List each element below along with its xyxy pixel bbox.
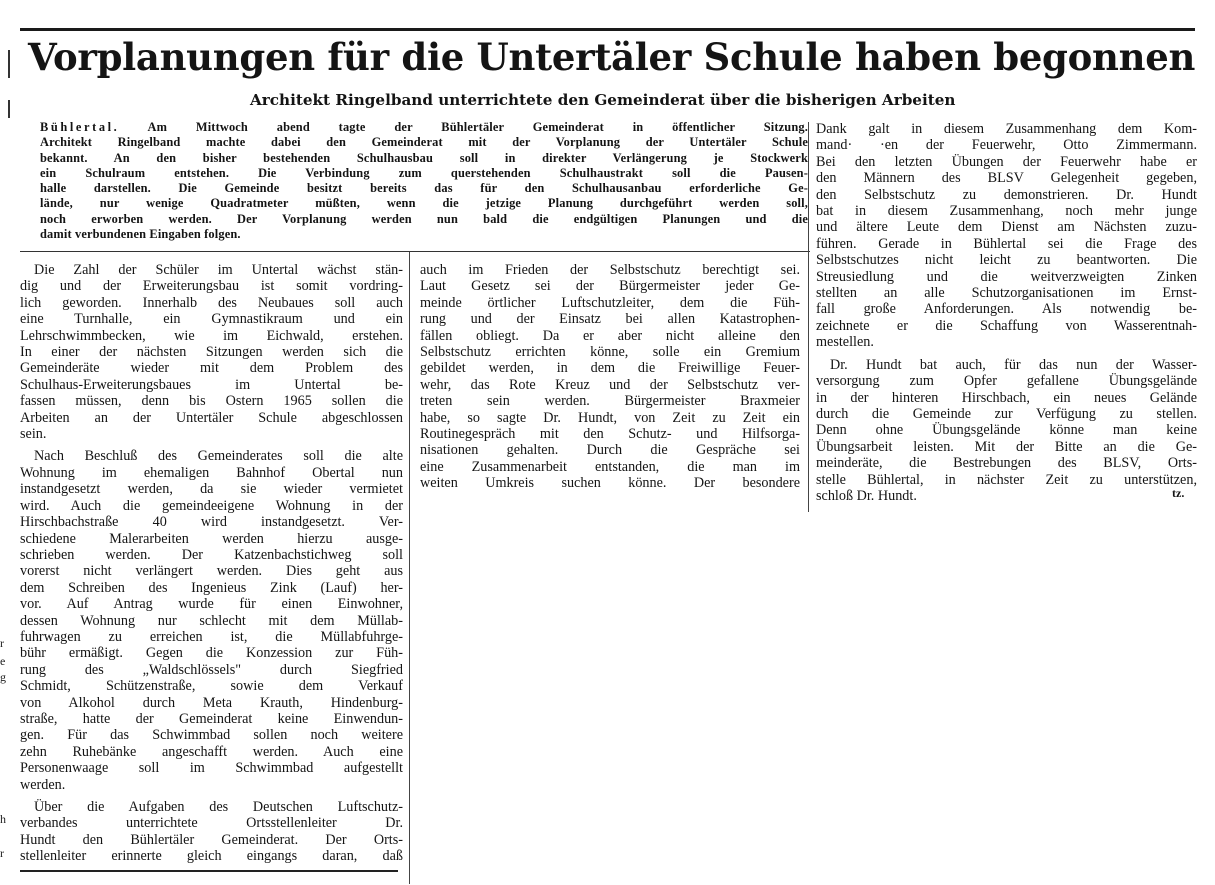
text-line: fällen obliegt. Da er aber nicht alleine den	[420, 327, 800, 344]
text-line: Streusiedlung und die weitverzweigten Zinken	[816, 268, 1197, 285]
intro-line: halle darstellen. Die Gemeinde besitzt bereits das für den Schulhausanbau erforderliche Ge-	[40, 181, 808, 196]
margin-fragment: g	[0, 670, 6, 684]
text-line: Die Zahl der Schüler im Untertal wächst stän-	[34, 262, 403, 278]
text-line: rung und der Einsatz bei allen Katastrophen-	[420, 311, 800, 328]
text-line: versorgung zum Opfer gefallene Übungsgelände	[816, 373, 1197, 390]
text-line: Schulhaus-Erweiterungsbaues im Untertal be-	[20, 376, 403, 393]
text-line: meinde örtlicher Luftschutzleiter, dem die Füh-	[420, 294, 800, 311]
margin-fragment: r	[0, 636, 4, 650]
text-line: wehr, das Rote Kreuz und der Selbstschutz ver-	[420, 376, 800, 393]
column-end-rule	[20, 870, 398, 872]
column-rule	[409, 252, 410, 884]
left-edge-rule	[8, 50, 10, 78]
text-line: Hirschbachstraße 40 wird instandgesetzt. Ver-	[20, 514, 403, 531]
text-line: Dank galt in diesem Zusammenhang dem Kom-	[816, 121, 1197, 137]
margin-fragment: r	[0, 846, 4, 860]
text-line: sein.	[20, 426, 47, 443]
text-line: zehn Ruhebänke angeschafft werden. Auch eine	[20, 743, 403, 760]
intro-line: lände, nur wenige Quadratmeter müßten, wenn die jetzige Planung durchgeführt werden soll,	[40, 196, 808, 211]
text-line: Routinegespräch mit den Schutz- und Hilfsorga-	[420, 426, 800, 443]
text-line: Personenwaage soll im Schwimmbad aufgestellt	[20, 760, 403, 777]
text-line: Selbstschutz errichten könne, solle ein Gremium	[420, 344, 800, 361]
text-line: eine Turnhalle, ein Gymnastikraum und ein	[20, 311, 403, 328]
text-line: durch die Gemeinde zur Verfügung zu stellen.	[816, 405, 1197, 422]
left-edge-rule	[8, 100, 10, 118]
text-line: führen. Gerade in Bühlertal sei die Frage des	[816, 235, 1197, 252]
top-rule	[20, 28, 1195, 31]
text-line: mand· ·en der Feuerwehr, Otto Zimmermann.	[816, 137, 1197, 154]
text-line: lich geworden. Innerhalb des Neubaues soll auch	[20, 294, 403, 311]
text-line: habe, so sagte Dr. Hundt, von Zeit zu Zeit ein	[420, 409, 800, 426]
text-line: In einer der nächsten Sitzungen werden sich die	[20, 344, 403, 361]
text-line: in der hinteren Hirschbach, ein neues Gelände	[816, 389, 1197, 406]
text-line: auch im Frieden der Selbstschutz berechtigt sei.	[420, 262, 800, 278]
column-rule	[808, 122, 809, 512]
intro-line: noch erworben werden. Der Vorplanung werden nun bald die endgültigen Planungen und die	[40, 211, 808, 226]
text-line: vorerst nicht verlängert werden. Dies geht aus	[20, 563, 403, 580]
author-signature: tz.	[1172, 486, 1185, 500]
text-line: den Männern des BLSV Gelegenheit gegeben,	[816, 170, 1197, 187]
text-line: stellenleiter erinnerte gleich eingangs daran, daß	[20, 848, 403, 865]
text-line: dem Schreiben des Ingenieus Zink (Lauf) her-	[20, 579, 403, 596]
text-line: weiten Umkreis suchen könne. Der besondere	[420, 475, 800, 492]
text-line: meinderäte, die Bestrebungen des BLSV, Orts-	[816, 455, 1197, 472]
text-line: Denn ohne Übungsgelände könne man keine	[816, 422, 1197, 439]
text-line: gebildet werden, in dem die Freiwillige Feuer-	[420, 360, 800, 377]
text-line: Über die Aufgaben des Deutschen Luftschutz-	[34, 799, 403, 815]
text-line: eine Zusammenarbeit entstanden, die man im	[420, 458, 800, 475]
text-line: verbandes unterrichtete Ortsstellenleiter Dr.	[20, 815, 403, 832]
text-line: instandgesetzt werden, da sie wieder vermietet	[20, 481, 403, 498]
text-line: fuhrwagen zu erreichen ist, die Müllabfuhrge-	[20, 628, 403, 645]
text-line: schloß Dr. Hundt.	[816, 487, 917, 504]
text-line: Hundt den Bühlertäler Gemeinderat. Der Orts-	[20, 831, 403, 848]
text-line: stellten an alle Schutzorganisationen im Ernst-	[816, 285, 1197, 302]
text-line: Nach Beschluß des Gemeinderates soll die alte	[34, 448, 403, 465]
text-line: dessen Wohnung nur schlecht mit dem Müllab-	[20, 612, 403, 629]
margin-fragment: h	[0, 812, 6, 826]
text-line: gen. Für das Schwimmbad sollen noch weitere	[20, 727, 403, 744]
text-line: zeichnete er die Schaffung von Wasserentnah-	[816, 317, 1197, 334]
intro-line: bekannt. An den bisher bestehenden Schulhausbau soll in direkter Verlängerung je Stockwerk	[40, 150, 808, 165]
subheadline: Architekt Ringelband unterrichtete den Gemeinderat über die bisherigen Arbeiten	[250, 91, 956, 109]
text-line: den Selbstschutz zu demonstrieren. Dr. Hundt	[816, 186, 1197, 203]
text-line: Gemeinderäte wieder mit dem Problem des	[20, 360, 403, 377]
headline: Vorplanungen für die Untertäler Schule haben begonnen	[28, 35, 1196, 79]
text-line: Lehrschwimmbecken, wie im Eichwald, erstehen.	[20, 327, 403, 344]
text-line: mestellen.	[816, 334, 874, 351]
intro-line: Architekt Ringelband machte dabei den Gemeinderat mit der Vorplanung der Untertäler Schule	[40, 135, 808, 150]
text-line: Arbeiten an der Untertäler Schule abgeschlossen	[20, 409, 403, 426]
text-line: Selbstschutzes nicht leicht zu beantworten. Die	[816, 252, 1197, 269]
text-line: Laut Gesetz sei der Bürgermeister jeder Ge-	[420, 278, 800, 295]
dateline: Bühlertal.	[40, 120, 120, 134]
text-line: dig und der Erweiterungsbau ist somit vordring-	[20, 278, 403, 295]
text-line: bühr ermäßigt. Gegen die Konzession zur Füh-	[20, 645, 403, 662]
text-line: Übungsarbeit leisten. Mit der Bitte an die Ge-	[816, 438, 1197, 455]
text-line: vor. Auf Antrag wurde für einen Einwohner,	[20, 596, 403, 613]
intro-line: ein Schulraum entstehen. Die Verbindung zum querstehenden Schulhaustrakt soll die Pausen-	[40, 165, 808, 180]
text-line: werden.	[20, 776, 66, 793]
text-line: straße, hatte der Gemeinderat keine Einwendun-	[20, 710, 403, 727]
text-line: schiedene Malerarbeiten werden hierzu ausge-	[20, 530, 403, 547]
text-line: rung des „Waldschlössels" durch Siegfried	[20, 661, 403, 678]
text-line: schrieben werden. Der Katzenbachstichweg soll	[20, 546, 403, 563]
text-line: fall große Anforderungen. Als notwendig be-	[816, 301, 1197, 318]
text-line: Bei den letzten Übungen der Feuerwehr habe er	[816, 153, 1197, 170]
margin-fragment: e	[0, 654, 6, 668]
text-line: Dr. Hundt bat auch, für das nun der Wasser-	[830, 356, 1197, 373]
intro-divider	[20, 251, 810, 252]
text-line: und ältere Leute dem Dienst am Nächsten zuzu-	[816, 219, 1197, 236]
text-line: Schmidt, Schützenstraße, sowie dem Verkauf	[20, 678, 403, 695]
text-line: wird. Auch die gemeindeeigene Wohnung in der	[20, 497, 403, 514]
text-line: bat in diesem Zusammenhang, noch mehr junge	[816, 203, 1197, 220]
intro-line: damit verbundenen Eingaben folgen.	[40, 227, 241, 242]
intro-paragraph	[40, 120, 808, 242]
column-2	[420, 262, 800, 492]
text-line: stelle Bühlertal, in nächster Zeit zu unterstützen,	[816, 471, 1197, 488]
text-line: nisationen gehalten. Durch die Gespräche sei	[420, 442, 800, 459]
intro-line: Bühlertal. Am Mittwoch abend tagte der Bühlertäler Gemeinderat in öffentlicher Sitzung.	[40, 120, 808, 134]
text-line: von Alkohol durch Meta Krauth, Hindenburg-	[20, 694, 403, 711]
text-line: fassen müssen, denn bis Ostern 1965 sollen die	[20, 393, 403, 410]
column-1	[20, 262, 403, 865]
text-line: Wohnung im ehemaligen Bahnhof Obertal nun	[20, 464, 403, 481]
text-line: treten sein werden. Bürgermeister Braxmeier	[420, 393, 800, 410]
column-3	[816, 121, 1197, 504]
